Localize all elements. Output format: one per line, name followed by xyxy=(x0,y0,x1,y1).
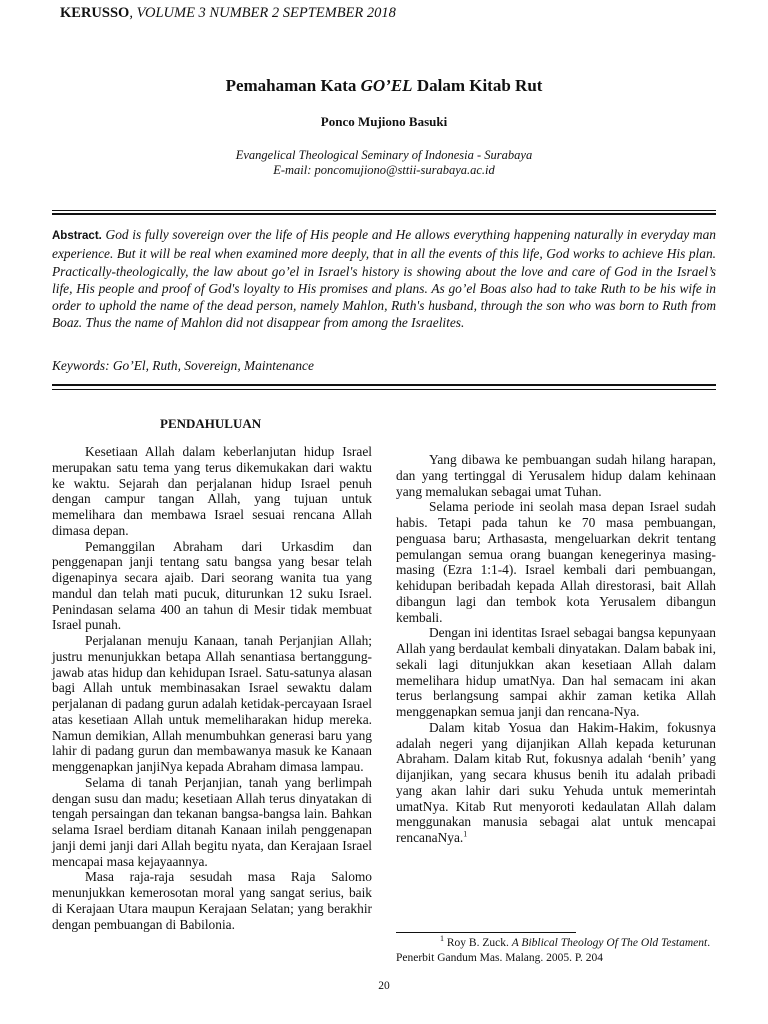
paragraph: Kesetiaan Allah dalam keberlanjutan hidup Israel merupakan satu tema yang terus dikemukakan dari waktu ke waktu. Sejarah dan perjalanan hidup Israel penuh dengan campur tangan Allah, yang tujuan untuk memelihara dan membawa Israel sesuai rencana Allah dimasa depan. xyxy=(52,444,372,538)
paragraph: Selama periode ini seolah masa depan Israel sudah habis. Tetapi pada tahun ke 70 masa pembuangan, penguasa baru; Arthasasta, mengeluarkan dekrit tentang pemulangan semua orang buangan kenegerinya masing-masing (Ezra 1:1-4). Israel kembali dari pembuangan, kehidupan beribadah kepada Allah direstorasi, bait Allah dibangun lagi dan tembok kota Yerusalem dibangun kembali. xyxy=(396,499,716,625)
paragraph: Pemanggilan Abraham dari Urkasdim dan penggenapan janji tentang satu bangsa yang besar telah digenapinya secara ajaib. Dari seorang wanita tua yang mandul dan telah mati pucuk, diturunkan 12 suku Israel. Penindasan selama 400 an tahun di Mesir tidak membuat Israel punah. xyxy=(52,538,372,633)
article-title xyxy=(0,76,768,96)
affiliation-institution: Evangelical Theological Seminary of Indonesia - Surabaya xyxy=(235,148,533,162)
abstract-text: God is fully sovereign over the life of His people and He allows everything happening naturally in everyday man experience. But it will be real when examined more deeply, that in all the events of this life, God works to achieve His plan. Practically-theologically, the law about go’el in Israel's history is showing about the love and care of God in the Israel’s life, His people and proof of God's loyalty to His promises and plans. As go’el Boas also had to take Ruth to be his wife in order to uphold the name of the dead person, namely Mahlon, Ruth's husband, through the son who was born to Ruth from Boaz. Thus the name of Mahlon did not disappear from among the Israelites. xyxy=(52,227,716,331)
paragraph: Yang dibawa ke pembuangan sudah hilang harapan, dan yang tertinggal di Yerusalem hidup dalam kehinaan yang memalukan sebagai umat Tuhan. xyxy=(396,452,716,499)
footnote xyxy=(396,936,716,966)
affiliation-email: E-mail: poncomujiono@sttii-surabaya.ac.id xyxy=(273,163,495,177)
title-suffix: Dalam Kitab Rut xyxy=(412,76,543,95)
left-column xyxy=(52,444,372,932)
title-keyword: GO’EL xyxy=(360,76,413,95)
page-number: 20 xyxy=(378,980,390,992)
paragraph: Dengan ini identitas Israel sebagai bangsa kepunyaan Allah yang berdaulat kembali dinyatakan. Dalam babak ini, sekali lagi ditunjukkan akan kesetiaan Allah dalam memelihara hidup umatNya. Dan hal semacam ini akan terus berlangsung sampai akhir zaman ketika Allah menggenapkan semua janji dan rencana-Nya. xyxy=(396,625,716,719)
right-column xyxy=(396,452,716,846)
author-affiliation xyxy=(0,148,768,178)
footnote-rule xyxy=(396,932,576,933)
abstract-bottom-rule-thick xyxy=(52,384,716,386)
author-name: Ponco Mujiono Basuki xyxy=(320,114,448,129)
paragraph: Masa raja-raja sesudah masa Raja Salomo menunjukkan kemerosotan moral yang sangat serius, baik di Kerajaan Utara maupun Kerajaan Selatan; yang berakhir dengan pembuangan di Babilonia. xyxy=(52,869,372,932)
section-heading: PENDAHULUAN xyxy=(160,416,262,431)
footnote-number: 1 xyxy=(440,934,444,944)
journal-volume: , VOLUME 3 NUMBER 2 SEPTEMBER 2018 xyxy=(129,5,396,21)
abstract xyxy=(52,226,716,332)
keywords: Keywords: Go’El, Ruth, Sovereign, Maintenance xyxy=(52,358,314,373)
footnote-book-title: A Biblical Theology Of The Old Testament xyxy=(511,937,708,949)
paragraph-text: Dalam kitab Yosua dan Hakim-Hakim, fokusnya adalah negeri yang dijanjikan Allah kepada keturunan Abraham. Dalam kitab Rut, fokusnya adalah ‘benih’ yang dijanjikan, yang secara khusus benih itu adalah pribadi yang akan lahir dari suku Yehuda untuk memerintah umatNya. Kitab Rut menyoroti kedaulatan Allah dalam menggunakan manusia sebagai alat untuk mencapai rencanaNya. xyxy=(396,719,716,845)
footnote-publisher: . Penerbit Gandum Mas. Malang. 2005. P. 204 xyxy=(396,937,711,964)
paragraph: Selama di tanah Perjanjian, tanah yang berlimpah dengan susu dan madu; kesetiaan Allah terus dinyatakan di tengah persaingan dan tekanan bangsa-bangsa lain. Bahkan selama Israel berdiam ditanah Kanaan inilah penggenapan janji demi janji dari Allah begitu nyata, dan Kerajaan Israel mencapai masa kejayaannya. xyxy=(52,774,372,869)
paragraph-with-footnote xyxy=(396,720,716,846)
journal-header xyxy=(60,5,396,22)
abstract-top-rule-thick xyxy=(52,213,716,215)
abstract-label: Abstract. xyxy=(52,230,102,242)
title-prefix: Pemahaman Kata xyxy=(225,76,361,95)
journal-name: KERUSSO xyxy=(60,5,130,21)
footnote-marker[interactable]: 1 xyxy=(463,829,468,839)
footnote-author: Roy B. Zuck. xyxy=(444,937,512,949)
paragraph: Perjalanan menuju Kanaan, tanah Perjanjian Allah; justru menunjukkan betapa Allah senantiasa bertanggung-jawab atas hidup dan kehidupan Israel. Satu-satunya alasan bagi Allah untuk membinasakan Israel sewaktu dalam perjalanan di padang gurun adalah ketidak-percayaan Israel atas kesetiaan Allah untuk memeliharakan hidup mereka. Namun demikian, Allah menumbuhkan generasi baru yang lahir di padang gurun dan membawanya masuk ke Kanaan menggenapkan janjiNya kepada Abraham dimasa lampau. xyxy=(52,633,372,774)
abstract-top-rule xyxy=(52,210,716,211)
abstract-bottom-rule xyxy=(52,389,716,390)
